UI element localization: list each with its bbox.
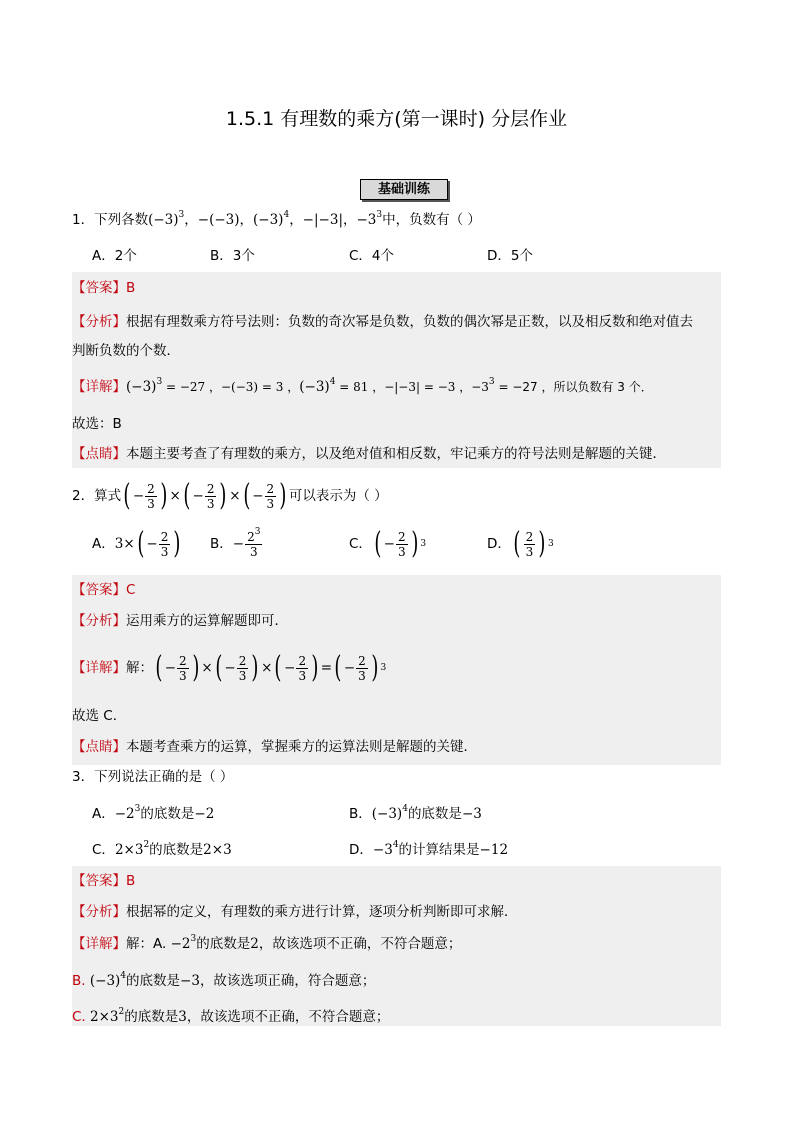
question-1-prefix: 1．下列各数 xyxy=(72,212,149,228)
q2-answer: 【答案】C xyxy=(72,582,136,598)
q3-option-a: A．$-2^3$的底数是−2 xyxy=(92,804,215,822)
question-2: 2．算式 ( − $\frac{2}{3}$ ) × ( − $\frac{2}{3}$ ) × ( − $\frac{2}{3}$ ) 可以表示为（ ） xyxy=(72,478,388,513)
q1-analysis-cont: 判断负数的个数． xyxy=(72,343,180,359)
question-3: 3．下列说法正确的是（ ） xyxy=(72,769,234,785)
q1-option-b: B．3个 xyxy=(210,248,255,264)
q3-analysis: 【分析】根据幂的定义，有理数的乘方进行计算，逐项分析判断即可求解． xyxy=(72,904,518,920)
q3-option-c: C．$2\times 3^2$的底数是2×3 xyxy=(92,840,232,858)
page-title: 1.5.1 有理数的乘方(第一课时) 分层作业 xyxy=(225,108,568,130)
q2-option-d: D． ( $\frac{2}{3}$ ) 3 xyxy=(487,526,554,561)
q2-comment: 【点睛】本题考查乘方的运算，掌握乘方的运算法则是解题的关键． xyxy=(72,739,477,755)
q1-analysis: 【分析】根据有理数乘方符号法则：负数的奇次幂是负数，负数的偶次幂是正数，以及相反数和绝对值去 xyxy=(72,314,693,330)
q1-option-d: D．5个 xyxy=(487,248,533,264)
q3-detail-b: B. $(-3)^4$的底数是−3，故该选项正确，符合题意； xyxy=(72,971,376,989)
q3-detail-c: C. $2\times 3^2$的底数是3，故该选项不正确，不符合题意； xyxy=(72,1007,390,1025)
section-badge: 基础训练 xyxy=(360,179,448,200)
q3-detail-a: 【详解】解：A. $-2^3$的底数是2，故该选项不正确，不符合题意； xyxy=(72,934,462,952)
q2-option-c: C． ( − $\frac{2}{3}$ ) 3 xyxy=(349,526,427,561)
q2-choose: 故选 C． xyxy=(72,708,127,724)
q3-option-d: D．$-3^4$的计算结果是−12 xyxy=(349,840,509,858)
q1-option-c: C．4个 xyxy=(349,248,395,264)
q1-detail: 【详解】$(-3)^3 = -27$ ，−(−3) = 3 ，$(-3)^4 = 81$ ，−|−3| = −3 ，$-3^3 = -27$ ，所以负数有 3 个． xyxy=(72,377,653,395)
q1-comment: 【点睛】本题主要考查了有理数的乘方，以及绝对值和相反数，牢记乘方的符号法则是解题的关键． xyxy=(72,446,666,462)
q1-answer: 【答案】B xyxy=(72,280,136,296)
q1-choose: 故选：B xyxy=(72,416,122,432)
q3-answer: 【答案】B xyxy=(72,873,136,889)
q2-option-b: B． − $\frac{2^3}{3}$ xyxy=(210,526,261,559)
q3-option-b: B．$(-3)^4$的底数是−3 xyxy=(349,804,482,822)
q2-option-a: A． 3× ( − $\frac{2}{3}$ ) xyxy=(92,526,181,561)
question-1: 1．下列各数$(-3)^3$，−(−3)，$(-3)^4$，−|−3|，$-3^3$中，负数有（ ） xyxy=(72,210,481,228)
q2-detail: 【详解】 解： ( − $\frac{2}{3}$ ) × ( − $\frac{2}{3}$ ) × ( − $\frac{2}{3}$ ) = ( − $\frac{2}{3}$ ) 3 xyxy=(72,650,387,685)
q1-option-a: A．2个 xyxy=(92,248,137,264)
q2-analysis: 【分析】运用乘方的运算解题即可． xyxy=(72,613,288,629)
q1-solution-block xyxy=(72,272,721,468)
